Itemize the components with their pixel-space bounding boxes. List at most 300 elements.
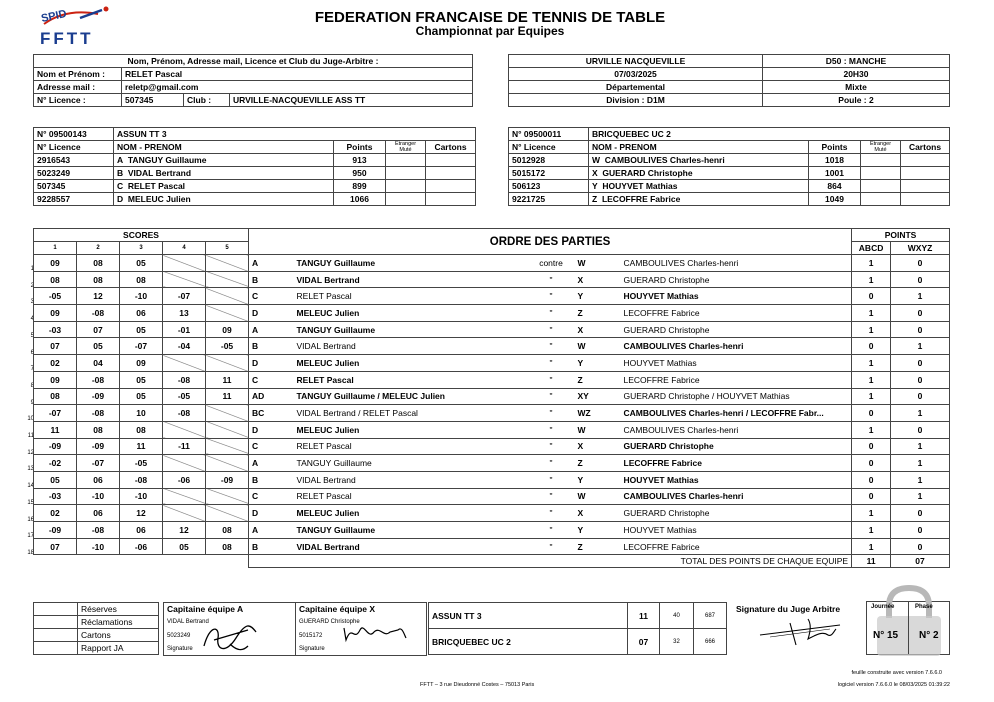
set-score: 02 <box>34 355 77 372</box>
checklist-box[interactable] <box>34 629 78 642</box>
fftt-address: FFTT – 3 rue Dieudonné Costes – 75013 Paris <box>420 682 535 688</box>
match-info-table <box>508 54 950 107</box>
padlock-icon <box>867 584 951 656</box>
set-score: 07 <box>77 321 120 338</box>
team-x-col-foreign: Etranger Muté <box>861 141 901 154</box>
set-score: 05 <box>120 255 163 272</box>
captain-x-signature-label: Signature <box>296 643 427 656</box>
player-name-cell <box>589 154 809 167</box>
game-number: 6 <box>30 349 34 356</box>
game-row <box>34 338 950 355</box>
team-a-player: TANGUY Guillaume / MELEUC Julien <box>294 388 528 405</box>
team-x-letters: Y <box>575 471 621 488</box>
set-score: -01 <box>163 321 206 338</box>
total-label: TOTAL DES POINTS DE CHAQUE EQUIPE <box>249 555 852 568</box>
set-score: 05 <box>163 538 206 555</box>
checklist-box[interactable] <box>34 603 78 616</box>
team-a-player: MELEUC Julien <box>294 355 528 372</box>
set-score <box>163 421 206 438</box>
captain-a-label: Capitaine équipe A <box>164 603 296 616</box>
team-x-name: BRICQUEBEC UC 2 <box>589 128 950 141</box>
team-x-table <box>508 127 950 206</box>
game-row <box>34 355 950 372</box>
set-score: -05 <box>163 388 206 405</box>
versus: " <box>528 471 575 488</box>
points-abcd: 0 <box>852 488 891 505</box>
points-abcd: 1 <box>852 305 891 322</box>
set-score: 05 <box>120 321 163 338</box>
set-score <box>206 288 249 305</box>
set-4-header: 4 <box>163 242 206 255</box>
points-abcd: 1 <box>852 421 891 438</box>
game-number: 12 <box>27 449 34 456</box>
team-a-player: VIDAL Bertrand <box>294 338 528 355</box>
player-cards-cell <box>426 193 476 206</box>
player-letter: A <box>117 155 124 165</box>
team-a-player: TANGUY Guillaume <box>294 321 528 338</box>
player-name-cell <box>114 193 334 206</box>
set-score: -05 <box>120 455 163 472</box>
points-wxyz: 1 <box>891 455 950 472</box>
game-number: 15 <box>27 499 34 506</box>
versus: " <box>528 305 575 322</box>
set-score: -02 <box>34 455 77 472</box>
team-x-player: GUERARD Christophe <box>621 271 852 288</box>
team-a-letters: C <box>249 288 294 305</box>
set-score: 08 <box>77 271 120 288</box>
player-foreign-cell <box>861 180 901 193</box>
set-3-header: 3 <box>120 242 163 255</box>
captain-x-signature <box>340 620 410 646</box>
team-x-player: LECOFFRE Fabrice <box>621 371 852 388</box>
captain-a-signature-label: Signature <box>164 643 296 656</box>
referee-club: URVILLE-NACQUEVILLE ASS TT <box>230 94 473 107</box>
set-score: 09 <box>206 321 249 338</box>
player-points: 1066 <box>334 193 386 206</box>
team-a-letters: A <box>249 255 294 272</box>
player-licence: 5023249 <box>34 167 114 180</box>
checklist-row <box>34 629 159 642</box>
team-a-letters: A <box>249 522 294 539</box>
team-a-player: RELET Pascal <box>294 488 528 505</box>
match-category: Mixte <box>763 81 950 94</box>
points-wxyz: 0 <box>891 321 950 338</box>
player-licence: 9221725 <box>509 193 589 206</box>
set-score: 06 <box>77 505 120 522</box>
set-score <box>163 255 206 272</box>
versus: " <box>528 288 575 305</box>
set-score: -10 <box>77 538 120 555</box>
referee-signature <box>750 615 860 651</box>
set-score <box>163 505 206 522</box>
game-number: 2 <box>30 282 34 289</box>
game-row <box>34 471 950 488</box>
team-a-table <box>33 127 476 206</box>
fftt-logo <box>36 4 120 48</box>
team-a-letters: C <box>249 438 294 455</box>
game-row <box>34 388 950 405</box>
team-x-player: HOUYVET Mathias <box>621 522 852 539</box>
set-score <box>206 488 249 505</box>
set-score: 08 <box>120 271 163 288</box>
team-a-col-foreign: Etranger Muté <box>386 141 426 154</box>
document-subtitle: Championnat par Equipes <box>415 24 565 38</box>
set-score: 02 <box>34 505 77 522</box>
game-number: 7 <box>30 366 34 373</box>
player-points: 1049 <box>809 193 861 206</box>
team-a-col-name: NOM - PRENOM <box>114 141 334 154</box>
team-a-player: TANGUY Guillaume <box>294 255 528 272</box>
captain-x-label: Capitaine équipe X <box>296 603 427 616</box>
set-score: 06 <box>77 471 120 488</box>
set-score <box>163 355 206 372</box>
set-score <box>163 455 206 472</box>
team-a-letters: D <box>249 305 294 322</box>
set-score: 09 <box>34 371 77 388</box>
set-score: 08 <box>77 255 120 272</box>
game-number: 10 <box>27 416 34 423</box>
game-row <box>34 271 950 288</box>
set-score <box>206 438 249 455</box>
game-number: 16 <box>27 516 34 523</box>
summary-stat-a: 32 <box>660 629 694 655</box>
team-x-player: LECOFFRE Fabrice <box>621 455 852 472</box>
game-row <box>34 321 950 338</box>
player-name: RELET Pascal <box>127 181 186 191</box>
team-a-letters: AD <box>249 388 294 405</box>
set-score <box>206 255 249 272</box>
checklist-box[interactable] <box>34 642 78 655</box>
team-x-col-licence: N° Licence <box>509 141 589 154</box>
versus: " <box>528 505 575 522</box>
set-score: -08 <box>77 405 120 422</box>
team-a-letters: B <box>249 338 294 355</box>
game-row <box>34 538 950 555</box>
versus: " <box>528 355 575 372</box>
footer-checklist <box>33 602 159 655</box>
versus: contre <box>528 255 575 272</box>
player-cards-cell <box>901 167 950 180</box>
game-row <box>34 305 950 322</box>
player-name-cell <box>589 167 809 180</box>
team-x-number: N° 09500011 <box>509 128 589 141</box>
player-name: CAMBOULIVES Charles-henri <box>604 155 725 165</box>
player-name: LECOFFRE Fabrice <box>601 194 681 204</box>
summary-stat-b: 687 <box>694 603 727 629</box>
set-score: -03 <box>34 321 77 338</box>
points-abcd: 0 <box>852 455 891 472</box>
checklist-label: Rapport JA <box>78 642 159 655</box>
game-number: 4 <box>30 316 34 323</box>
player-licence: 506123 <box>509 180 589 193</box>
team-x-letters: Z <box>575 305 621 322</box>
team-x-letters: XY <box>575 388 621 405</box>
match-division-code: D50 : MANCHE <box>763 55 950 68</box>
versus: " <box>528 405 575 422</box>
set-score: 07 <box>34 538 77 555</box>
team-x-col-points: Points <box>809 141 861 154</box>
player-foreign-cell <box>386 154 426 167</box>
set-score: 05 <box>120 388 163 405</box>
set-score: 09 <box>34 255 77 272</box>
team-a-col-points: Points <box>334 141 386 154</box>
game-row <box>34 255 950 272</box>
versus: " <box>528 388 575 405</box>
software-note: logiciel version 7.6.6.0 le 08/03/2025 01:39:22 <box>837 682 950 688</box>
game-row <box>34 488 950 505</box>
team-x-player: GUERARD Christophe <box>621 505 852 522</box>
points-wxyz: 1 <box>891 438 950 455</box>
abcd-header: ABCD <box>852 242 891 255</box>
set-score: 13 <box>163 305 206 322</box>
match-division: Division : D1M <box>509 94 763 107</box>
player-cards-cell <box>901 193 950 206</box>
set-score: -05 <box>206 338 249 355</box>
summary-stat-a: 40 <box>660 603 694 629</box>
game-number: 13 <box>27 466 34 473</box>
player-cards-cell <box>426 180 476 193</box>
referee-email-label: Adresse mail : <box>34 81 122 94</box>
set-score: 09 <box>120 355 163 372</box>
set-score: 12 <box>163 522 206 539</box>
points-wxyz: 0 <box>891 255 950 272</box>
points-abcd: 1 <box>852 522 891 539</box>
player-row <box>34 180 476 193</box>
points-wxyz: 0 <box>891 538 950 555</box>
team-a-player: RELET Pascal <box>294 288 528 305</box>
versus: " <box>528 338 575 355</box>
points-wxyz: 0 <box>891 505 950 522</box>
game-row <box>34 455 950 472</box>
player-licence: 507345 <box>34 180 114 193</box>
player-name-cell <box>114 167 334 180</box>
match-time: 20H30 <box>763 68 950 81</box>
summary-score: 11 <box>628 603 660 629</box>
set-score: 11 <box>120 438 163 455</box>
player-licence: 9228557 <box>34 193 114 206</box>
checklist-label: Réserves <box>78 603 159 616</box>
team-x-letters: W <box>575 421 621 438</box>
set-score: -09 <box>34 438 77 455</box>
player-row <box>509 154 950 167</box>
set-score: -08 <box>120 471 163 488</box>
game-number: 9 <box>30 399 34 406</box>
player-points: 913 <box>334 154 386 167</box>
team-a-player: TANGUY Guillaume <box>294 522 528 539</box>
team-x-letters: WZ <box>575 405 621 422</box>
versus: " <box>528 455 575 472</box>
game-row <box>34 522 950 539</box>
player-name: VIDAL Bertrand <box>127 168 192 178</box>
game-number: 1 <box>30 266 34 272</box>
player-foreign-cell <box>386 180 426 193</box>
player-name: TANGUY Guillaume <box>127 155 207 165</box>
team-a-letters: C <box>249 371 294 388</box>
points-wxyz: 0 <box>891 388 950 405</box>
summary-team: ASSUN TT 3 <box>429 603 628 629</box>
points-wxyz: 0 <box>891 421 950 438</box>
set-score: -08 <box>77 371 120 388</box>
team-x-player: LECOFFRE Fabrice <box>621 538 852 555</box>
set-score: -10 <box>120 488 163 505</box>
team-x-col-name: NOM - PRENOM <box>589 141 809 154</box>
player-letter: B <box>117 168 124 178</box>
match-venue: URVILLE NACQUEVILLE <box>509 55 763 68</box>
set-score: -04 <box>163 338 206 355</box>
checklist-label: Réclamations <box>78 616 159 629</box>
set-score: -07 <box>163 288 206 305</box>
fftt-logo-text: FFTT <box>40 29 94 48</box>
team-x-player: CAMBOULIVES Charles-henri / LECOFFRE Fabr... <box>621 405 852 422</box>
set-score: 05 <box>34 471 77 488</box>
team-x-player: GUERARD Christophe <box>621 321 852 338</box>
captain-a-licence: 5023249 <box>164 629 296 643</box>
team-a-letters: B <box>249 471 294 488</box>
team-x-letters: Z <box>575 538 621 555</box>
team-a-player: MELEUC Julien <box>294 421 528 438</box>
player-licence: 5015172 <box>509 167 589 180</box>
player-cards-cell <box>901 180 950 193</box>
points-abcd: 0 <box>852 288 891 305</box>
phase-value: N° 2 <box>919 630 939 641</box>
player-points: 899 <box>334 180 386 193</box>
player-cards-cell <box>426 154 476 167</box>
journee-phase-box <box>866 601 950 655</box>
game-row <box>34 371 950 388</box>
game-row <box>34 405 950 422</box>
team-x-player: CAMBOULIVES Charles-henri <box>621 255 852 272</box>
team-a-letters: BC <box>249 405 294 422</box>
player-letter: W <box>592 155 601 165</box>
set-score: 04 <box>77 355 120 372</box>
set-score: 08 <box>206 538 249 555</box>
set-score: 06 <box>120 305 163 322</box>
checklist-box[interactable] <box>34 616 78 629</box>
set-score: -10 <box>120 288 163 305</box>
game-row <box>34 438 950 455</box>
set-score: 05 <box>77 338 120 355</box>
team-x-col-cards: Cartons <box>901 141 950 154</box>
points-abcd: 1 <box>852 371 891 388</box>
player-row <box>509 193 950 206</box>
set-score: -07 <box>34 405 77 422</box>
game-number: 14 <box>27 483 34 490</box>
team-x-letters: Z <box>575 371 621 388</box>
set-5-header: 5 <box>206 242 249 255</box>
team-x-letters: Z <box>575 455 621 472</box>
points-abcd: 1 <box>852 271 891 288</box>
points-abcd: 1 <box>852 255 891 272</box>
match-level: Départemental <box>509 81 763 94</box>
points-wxyz: 0 <box>891 305 950 322</box>
document-title: FEDERATION FRANCAISE DE TENNIS DE TABLE <box>314 9 666 26</box>
set-score: -07 <box>120 338 163 355</box>
versus: " <box>528 421 575 438</box>
spid-logo-text: SPID <box>40 7 68 25</box>
set-2-header: 2 <box>77 242 120 255</box>
player-letter: X <box>592 168 598 178</box>
points-abcd: 0 <box>852 405 891 422</box>
team-x-letters: Y <box>575 288 621 305</box>
checklist-row <box>34 616 159 629</box>
points-heading: POINTS <box>852 229 950 242</box>
set-score: -03 <box>34 488 77 505</box>
total-x: 07 <box>891 555 950 568</box>
checklist-label: Cartons <box>78 629 159 642</box>
player-points: 1001 <box>809 167 861 180</box>
captain-a-signature <box>196 616 266 656</box>
journee-value: N° 15 <box>873 630 899 641</box>
scores-heading: SCORES <box>34 229 249 242</box>
set-score <box>206 271 249 288</box>
points-abcd: 0 <box>852 338 891 355</box>
points-wxyz: 0 <box>891 522 950 539</box>
player-cards-cell <box>426 167 476 180</box>
set-score: 12 <box>120 505 163 522</box>
points-abcd: 1 <box>852 355 891 372</box>
team-x-letters: Y <box>575 522 621 539</box>
player-row <box>34 167 476 180</box>
team-a-player: TANGUY Guillaume <box>294 455 528 472</box>
referee-name-label: Nom et Prénom : <box>34 68 122 81</box>
team-a-letters: A <box>249 321 294 338</box>
points-abcd: 0 <box>852 438 891 455</box>
set-score: -11 <box>163 438 206 455</box>
set-score: -08 <box>163 405 206 422</box>
team-x-letters: W <box>575 488 621 505</box>
set-score <box>206 505 249 522</box>
team-x-player: LECOFFRE Fabrice <box>621 305 852 322</box>
set-score <box>206 305 249 322</box>
player-row <box>34 154 476 167</box>
points-abcd: 1 <box>852 538 891 555</box>
set-score: 08 <box>120 421 163 438</box>
game-number: 18 <box>27 549 34 556</box>
team-x-letters: Y <box>575 355 621 372</box>
points-abcd: 1 <box>852 388 891 405</box>
team-a-col-cards: Cartons <box>426 141 476 154</box>
set-score: -06 <box>120 538 163 555</box>
player-name-cell <box>114 180 334 193</box>
set-score: -09 <box>206 471 249 488</box>
game-row <box>34 421 950 438</box>
team-x-player: HOUYVET Mathias <box>621 288 852 305</box>
order-heading: ORDRE DES PARTIES <box>249 229 852 255</box>
player-letter: Y <box>592 181 598 191</box>
set-score <box>163 271 206 288</box>
set-score <box>206 355 249 372</box>
versus: " <box>528 488 575 505</box>
player-foreign-cell <box>861 154 901 167</box>
set-score: 08 <box>34 271 77 288</box>
captain-a-name: VIDAL Bertrand <box>164 616 296 629</box>
summary-row <box>429 603 727 629</box>
checklist-row <box>34 642 159 655</box>
set-score: -07 <box>77 455 120 472</box>
player-name-cell <box>589 180 809 193</box>
team-x-letters: X <box>575 321 621 338</box>
points-wxyz: 1 <box>891 288 950 305</box>
set-score <box>206 405 249 422</box>
points-wxyz: 1 <box>891 405 950 422</box>
versus: " <box>528 271 575 288</box>
team-a-player: RELET Pascal <box>294 438 528 455</box>
set-score: 11 <box>206 388 249 405</box>
player-name: MELEUC Julien <box>127 194 191 204</box>
games-table <box>33 228 950 568</box>
set-score: -09 <box>34 522 77 539</box>
team-x-letters: W <box>575 255 621 272</box>
